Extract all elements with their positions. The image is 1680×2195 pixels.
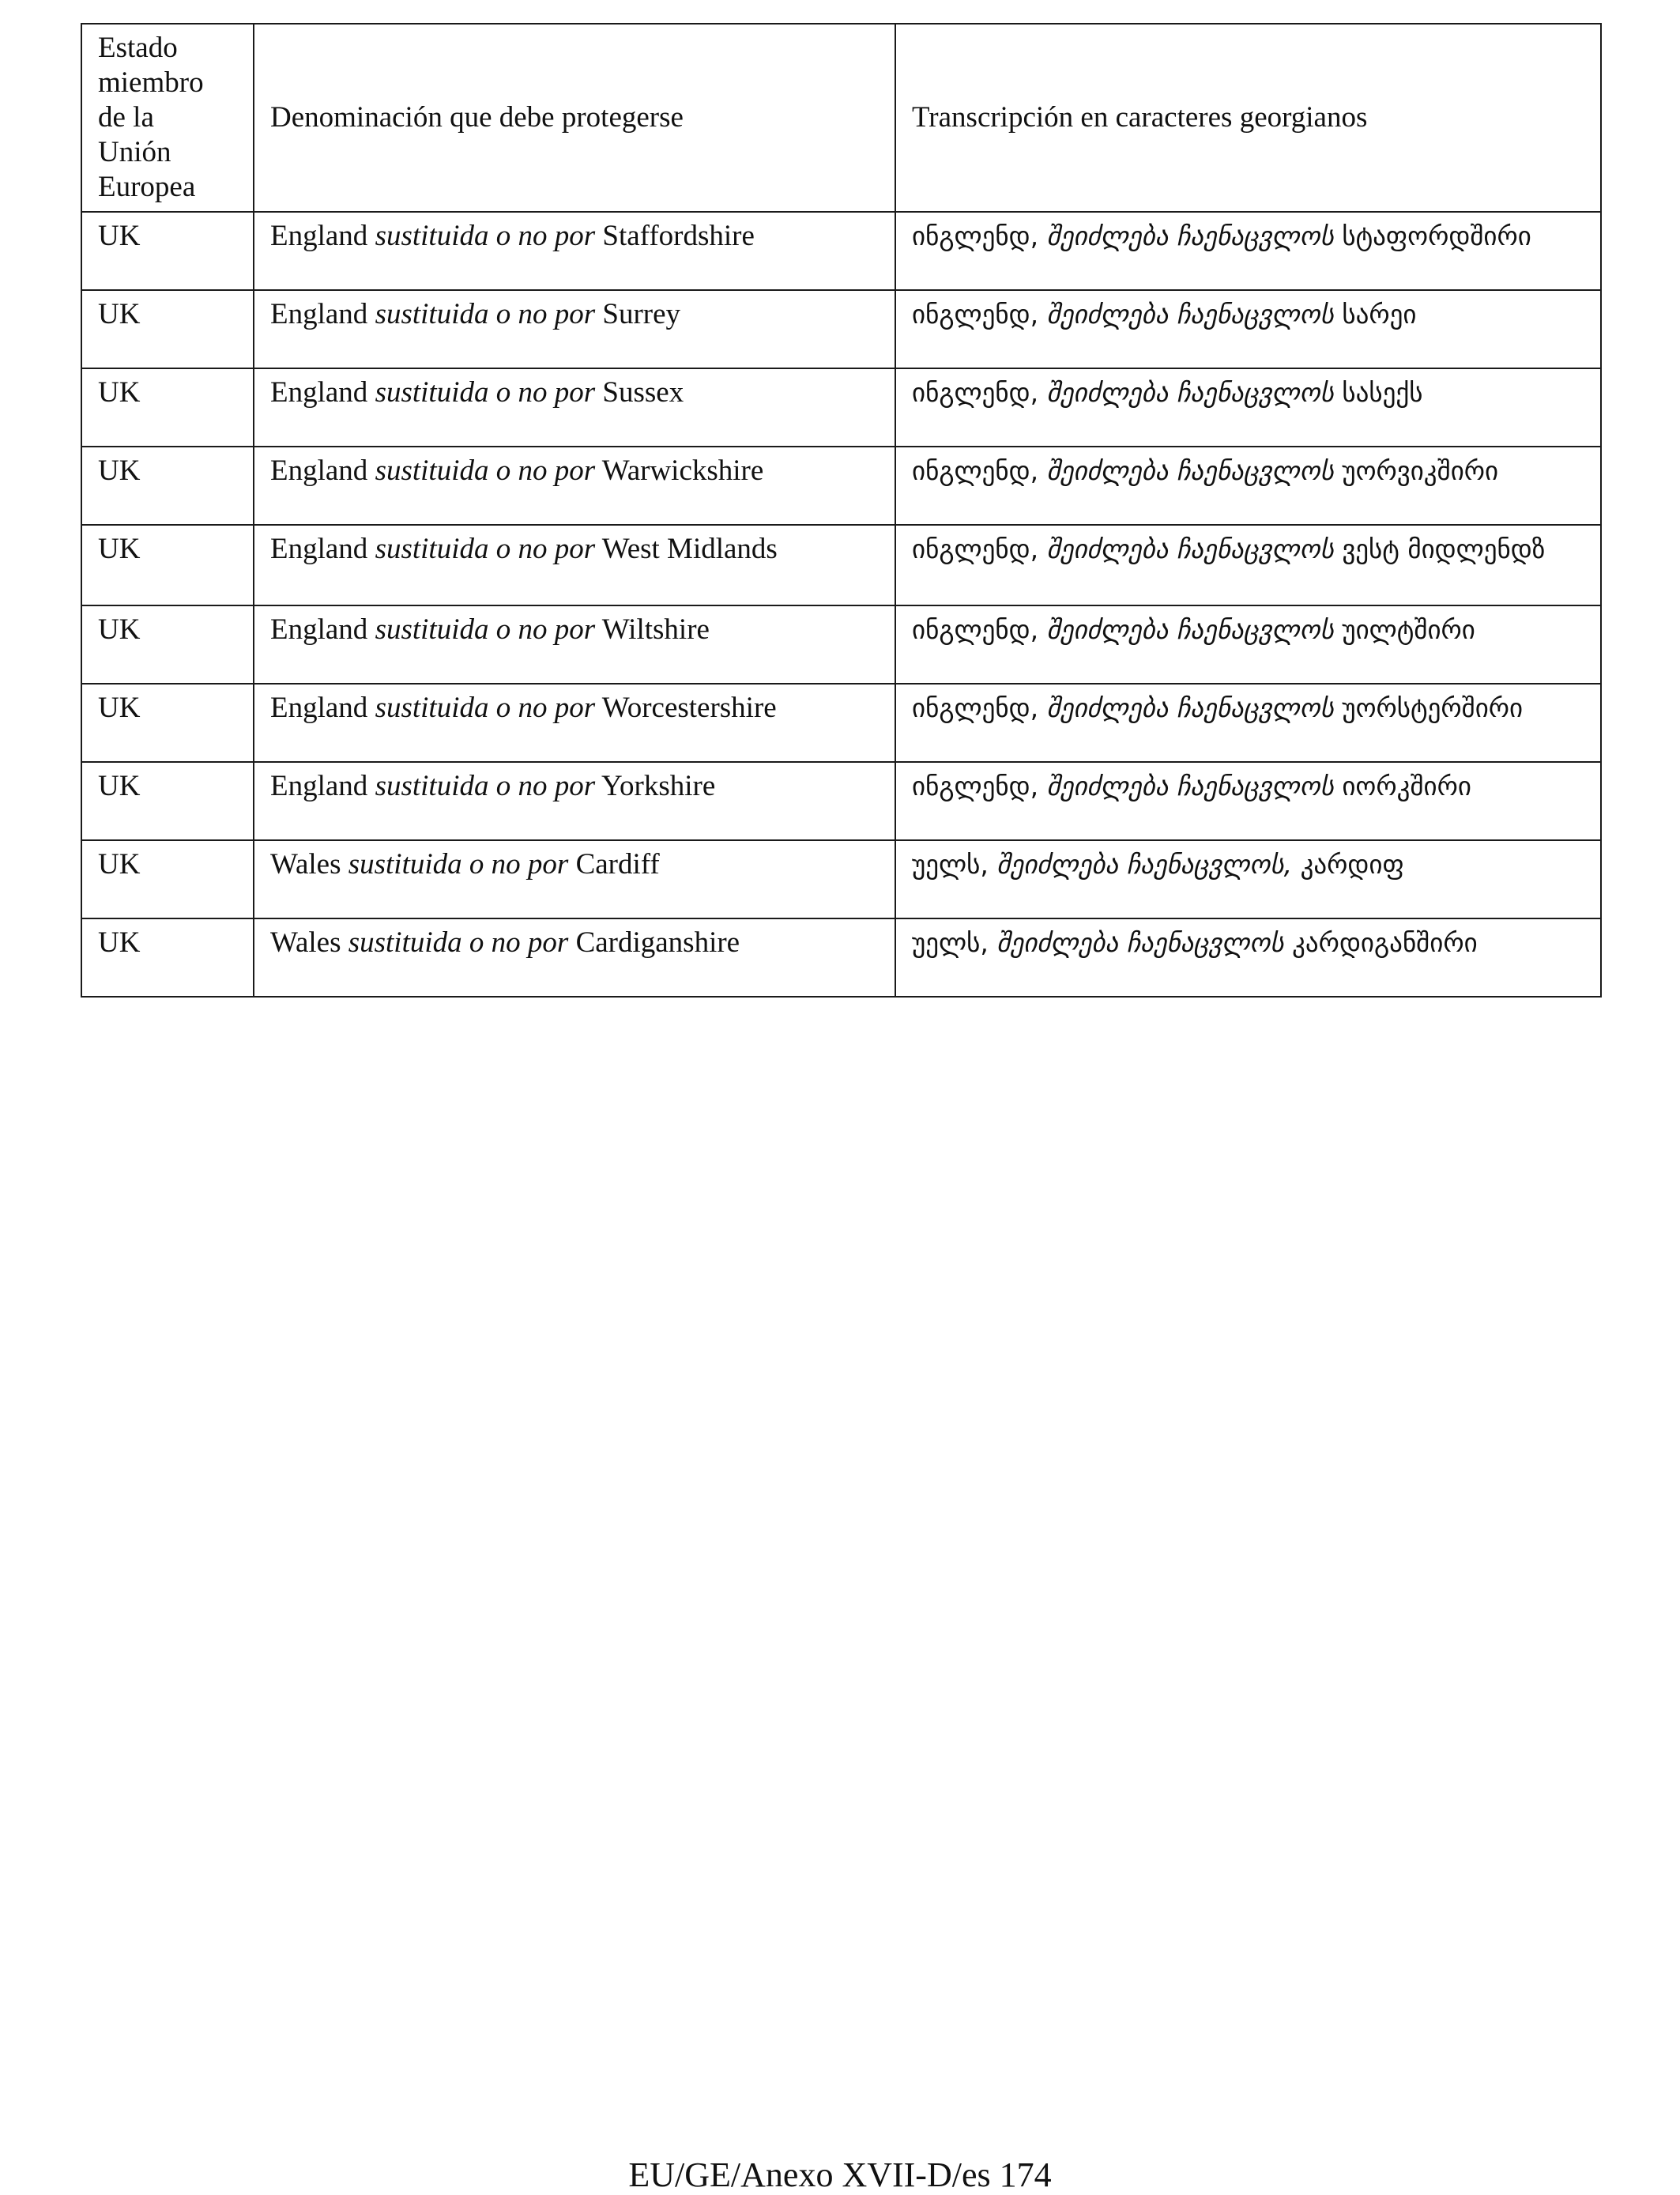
denomination-qualifier: sustituida o no por	[375, 770, 596, 802]
page-footer-reference: EU/GE/Anexo XVII-D/es 174	[628, 2155, 1052, 2194]
georgian-transcription-cell	[895, 762, 1601, 840]
denomination-name: England	[270, 692, 368, 724]
georgian-qualifier: შეიძლება ჩაენაცვლოს	[1046, 614, 1334, 645]
georgian-qualifier: შეიძლება ჩაენაცვლოს	[1046, 455, 1334, 486]
denomination-substitute: Surrey	[602, 298, 681, 330]
denomination-qualifier: sustituida o no por	[375, 298, 596, 330]
denomination-cell	[254, 368, 895, 447]
georgian-name: ინგლენდ,	[912, 455, 1039, 486]
georgian-transcription-cell	[895, 918, 1601, 997]
denomination-substitute: Yorkshire	[601, 770, 716, 802]
table-row	[81, 684, 1601, 762]
georgian-substitute: სასექს	[1342, 377, 1423, 408]
georgian-name: უელს,	[912, 849, 989, 880]
georgian-name: ინგლენდ,	[912, 299, 1039, 330]
header-denomination: Denominación que debe protegerse	[254, 24, 895, 212]
table-row	[81, 605, 1601, 684]
georgian-name: ინგლენდ,	[912, 614, 1039, 645]
denomination-name: England	[270, 613, 368, 646]
georgian-substitute: კარდიგანშირი	[1292, 927, 1478, 958]
header-transcription: Transcripción en caracteres georgianos	[895, 24, 1601, 212]
georgian-substitute: ვესტ მიდლენდზ	[1342, 534, 1546, 564]
georgian-substitute: უილტშირი	[1342, 614, 1475, 645]
member-state-cell: UK	[81, 840, 254, 918]
table-row	[81, 368, 1601, 447]
table-row	[81, 447, 1601, 525]
table-header-row	[81, 24, 1601, 212]
denomination-qualifier: sustituida o no por	[375, 454, 596, 487]
georgian-name: ინგლენდ,	[912, 771, 1039, 801]
denomination-qualifier: sustituida o no por	[375, 376, 596, 409]
member-state-cell: UK	[81, 762, 254, 840]
georgian-name: ინგლენდ,	[912, 221, 1039, 251]
georgian-qualifier: შეიძლება ჩაენაცვლოს	[1046, 377, 1334, 408]
denomination-cell	[254, 605, 895, 684]
georgian-substitute: იორკშირი	[1342, 771, 1471, 801]
denomination-qualifier: sustituida o no por	[375, 613, 596, 646]
denomination-cell	[254, 918, 895, 997]
georgian-name: ინგლენდ,	[912, 692, 1039, 723]
georgian-transcription-cell	[895, 525, 1601, 605]
denomination-name: Wales	[270, 926, 341, 959]
denomination-cell	[254, 447, 895, 525]
denomination-substitute: Staffordshire	[602, 220, 755, 252]
denomination-substitute: Sussex	[602, 376, 684, 409]
denomination-qualifier: sustituida o no por	[375, 533, 596, 565]
denomination-qualifier: sustituida o no por	[348, 848, 569, 881]
denomination-substitute: Wiltshire	[601, 613, 710, 646]
denomination-name: England	[270, 454, 368, 487]
header-member-state-label: Estado miembro de la Unión Europea	[98, 32, 204, 203]
georgian-qualifier: შეიძლება ჩაენაცვლოს	[1046, 534, 1334, 564]
table-row	[81, 212, 1601, 290]
georgian-substitute: სარეი	[1342, 299, 1417, 330]
georgian-qualifier: შეიძლება ჩაენაცვლოს	[996, 927, 1284, 958]
member-state-cell: UK	[81, 447, 254, 525]
table-row	[81, 762, 1601, 840]
georgian-qualifier: შეიძლება ჩაენაცვლოს	[1046, 299, 1334, 330]
table-row	[81, 918, 1601, 997]
member-state-cell: UK	[81, 918, 254, 997]
denomination-cell	[254, 762, 895, 840]
table-row	[81, 525, 1601, 605]
denomination-cell	[254, 840, 895, 918]
table-row	[81, 840, 1601, 918]
georgian-transcription-cell	[895, 368, 1601, 447]
georgian-qualifier: შეიძლება ჩაენაცვლოს,	[996, 849, 1293, 880]
denomination-qualifier: sustituida o no por	[375, 692, 596, 724]
georgian-substitute: კარდიფ	[1300, 849, 1404, 880]
denomination-name: England	[270, 376, 368, 409]
member-state-cell: UK	[81, 525, 254, 605]
member-state-cell: UK	[81, 212, 254, 290]
denomination-substitute: West Midlands	[601, 533, 778, 565]
georgian-transcription-cell	[895, 684, 1601, 762]
georgian-qualifier: შეიძლება ჩაენაცვლოს	[1046, 771, 1334, 801]
denomination-cell	[254, 290, 895, 368]
georgian-transcription-cell	[895, 605, 1601, 684]
member-state-cell: UK	[81, 290, 254, 368]
table-body	[81, 212, 1601, 997]
table-row	[81, 290, 1601, 368]
denomination-substitute: Cardiganshire	[575, 926, 740, 959]
denomination-qualifier: sustituida o no por	[348, 926, 569, 959]
georgian-name: ინგლენდ,	[912, 377, 1039, 408]
member-state-cell: UK	[81, 368, 254, 447]
denomination-name: England	[270, 533, 368, 565]
denomination-qualifier: sustituida o no por	[375, 220, 596, 252]
georgian-qualifier: შეიძლება ჩაენაცვლოს	[1046, 692, 1334, 723]
denomination-cell	[254, 525, 895, 605]
denomination-substitute: Worcestershire	[601, 692, 777, 724]
denomination-cell	[254, 212, 895, 290]
denomination-name: England	[270, 298, 368, 330]
header-member-state	[81, 24, 254, 212]
georgian-transcription-cell	[895, 290, 1601, 368]
denomination-name: England	[270, 220, 368, 252]
member-state-cell: UK	[81, 684, 254, 762]
georgian-substitute: სტაფორდშირი	[1342, 221, 1531, 251]
denomination-substitute: Warwickshire	[601, 454, 764, 487]
member-state-cell: UK	[81, 605, 254, 684]
denomination-substitute: Cardiff	[575, 848, 660, 881]
protected-names-table	[81, 23, 1602, 998]
georgian-substitute: უორსტერშირი	[1342, 692, 1524, 723]
denomination-name: Wales	[270, 848, 341, 881]
georgian-transcription-cell	[895, 840, 1601, 918]
georgian-transcription-cell	[895, 447, 1601, 525]
georgian-qualifier: შეიძლება ჩაენაცვლოს	[1046, 221, 1334, 251]
denomination-name: England	[270, 770, 368, 802]
georgian-name: ინგლენდ,	[912, 534, 1039, 564]
denomination-cell	[254, 684, 895, 762]
georgian-transcription-cell	[895, 212, 1601, 290]
georgian-substitute: უორვიკშირი	[1342, 455, 1499, 486]
georgian-name: უელს,	[912, 927, 989, 958]
